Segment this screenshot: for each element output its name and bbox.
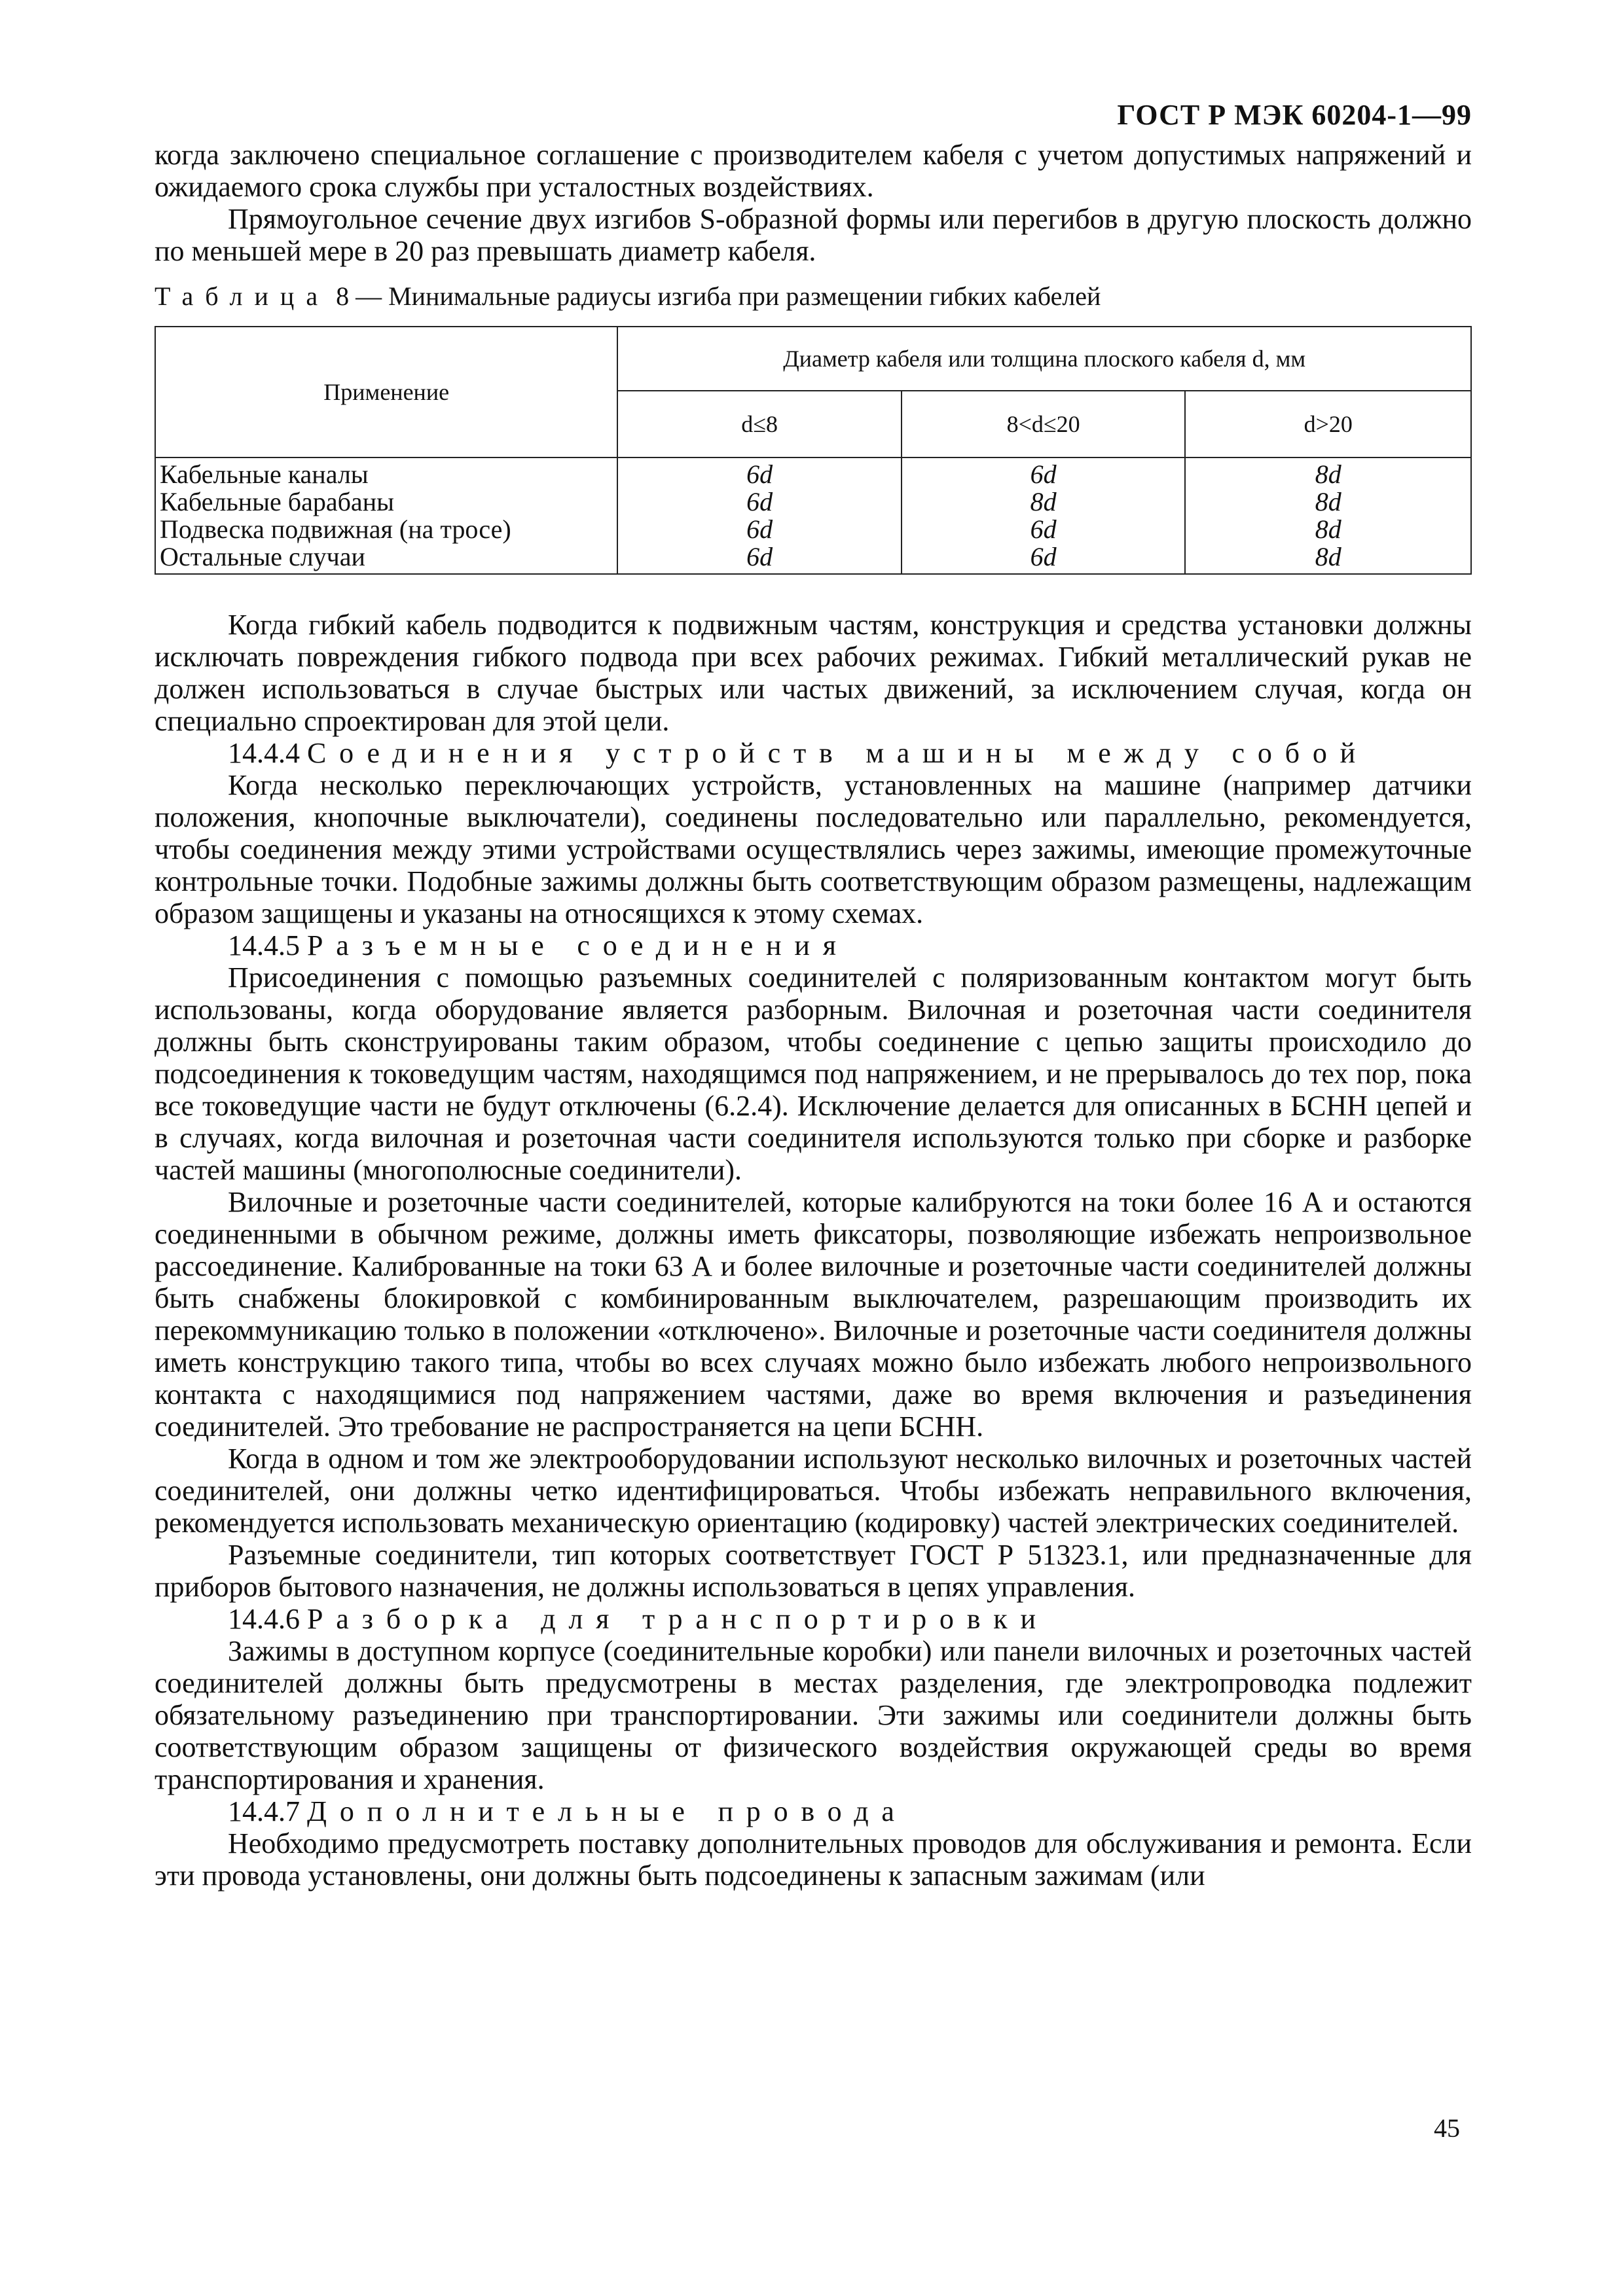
table-caption: [155, 281, 1472, 312]
section-title: Соединения устройств машины между собой: [307, 737, 1368, 769]
table-cell: Кабельные барабаны: [160, 487, 394, 516]
values-column-1: [617, 457, 902, 574]
section-number: 14.4.6: [228, 1603, 300, 1635]
table-cell: 6d: [1030, 542, 1057, 571]
section-title: Разъемные соединения: [307, 929, 849, 961]
table-cell: 8d: [1315, 514, 1341, 544]
values-column-3: [1185, 457, 1471, 574]
document-page: [155, 98, 1472, 1892]
table-cell: Остальные случаи: [160, 542, 365, 571]
section-number: 14.4.5: [228, 929, 300, 961]
section-title: Дополнительные провода: [307, 1795, 907, 1827]
paragraph: когда заключено специальное соглашение с производителем кабеля с учетом допустимых напряжений и ожидаемого срока службы при усталостных воздействиях.: [155, 139, 1472, 203]
paragraph: Вилочные и розеточные части соединителей, которые калибруются на токи более 16 А и остаются соединенными в обычном режиме, должны иметь фиксаторы, позволяющие избежать непроизвольное рассоединение. Калиброванные на токи 63 А и более вилочные и розеточные части соединителей должны быть снабжены блокировкой с комбинированным выключателем, разрешающим производить их перекоммуникацию только в положении «отключено». Вилочные и розеточные части соединителя должны иметь конструкцию такого типа, чтобы во всех случаях можно было избежать любого непроизвольного контакта с находящимися под напряжением частями, даже во время включения и разъединения соединителей. Это требование не распространяется на цепи БСНН.: [155, 1186, 1472, 1443]
paragraph: Когда гибкий кабель подводится к подвижным частям, конструкция и средства установки должны исключать повреждения гибкого подвода при всех рабочих режимах. Гибкий металлический рукав не должен использоваться в случае быстрых или частых движений, за исключением случая, когда он специально спроектирован для этой цели.: [155, 609, 1472, 737]
table-cell: Подвеска подвижная (на тросе): [160, 514, 511, 544]
section-heading-14-4-4: [155, 737, 1472, 769]
column-header-diameter: Диаметр кабеля или толщина плоского кабеля d, мм: [617, 327, 1471, 391]
column-header-application: Применение: [155, 327, 617, 457]
bend-radius-table: [155, 326, 1472, 575]
subheader-d-8-20: 8<d≤20: [902, 391, 1186, 457]
table-cell: 6d: [746, 487, 773, 516]
table-caption-text: 8 — Минимальные радиусы изгиба при размещении гибких кабелей: [329, 281, 1101, 311]
document-header: ГОСТ Р МЭК 60204-1—99: [1117, 99, 1472, 131]
paragraph: Присоединения с помощью разъемных соединителей с поляризованным контактом могут быть использованы, когда оборудование является разборным. Вилочная и розеточная части соединителя должны быть сконструированы таким образом, чтобы соединение с цепью защиты происходило до подсоединения к токоведущим частям, находящимся под напряжением, и не прерывалось до тех пор, пока все токоведущие части не будут отключены (6.2.4). Исключение делается для описанных в БСНН цепей и в случаях, когда вилочная и розеточная части соединителя используются только при сборке и разборке частей машины (многополюсные соединители).: [155, 961, 1472, 1186]
section-heading-14-4-7: [155, 1795, 1472, 1827]
table-cell: 6d: [746, 542, 773, 571]
subheader-d-le-8: d≤8: [617, 391, 902, 457]
section-heading-14-4-6: [155, 1603, 1472, 1635]
subheader-d-gt-20: d>20: [1185, 391, 1471, 457]
table-cell: 8d: [1030, 487, 1057, 516]
table-cell: 8d: [1315, 459, 1341, 489]
section-title: Разборка для транспортировки: [307, 1603, 1049, 1635]
section-number: 14.4.4: [228, 737, 300, 769]
table-cell: Кабельные каналы: [160, 459, 369, 489]
paragraph: Разъемные соединители, тип которых соответствует ГОСТ Р 51323.1, или предназначенные для приборов бытового назначения, не должны использоваться в цепях управления.: [155, 1539, 1472, 1603]
section-heading-14-4-5: [155, 929, 1472, 961]
table-cell: 6d: [746, 514, 773, 544]
values-column-2: [902, 457, 1186, 574]
table-cell: 6d: [1030, 459, 1057, 489]
table-cell: 8d: [1315, 542, 1341, 571]
paragraph: Когда несколько переключающих устройств, установленных на машине (например датчики положения, кнопочные выключатели), соединены последовательно или параллельно, рекомендуется, чтобы соединения между этими устройствами осуществлялись через зажимы, имеющие промежуточные контрольные точки. Подобные зажимы должны быть соответствующим образом размещены, надлежащим образом защищены и указаны на относящихся к этому схемах.: [155, 769, 1472, 929]
table-cell: 6d: [746, 459, 773, 489]
application-cell: [155, 457, 617, 574]
paragraph: Когда в одном и том же электрооборудовании используют несколько вилочных и розеточных частей соединителей, они должны четко идентифицироваться. Чтобы избежать неправильного включения, рекомендуется использовать механическую ориентацию (кодировку) частей электрических соединителей.: [155, 1443, 1472, 1539]
table-cell: 8d: [1315, 487, 1341, 516]
page-number: 45: [1434, 2113, 1460, 2143]
paragraph: Прямоугольное сечение двух изгибов S-образной формы или перегибов в другую плоскость должно по меньшей мере в 20 раз превышать диаметр кабеля.: [155, 203, 1472, 267]
paragraph: Необходимо предусмотреть поставку дополнительных проводов для обслуживания и ремонта. Если эти провода установлены, они должны быть подсоединены к запасным зажимам (или: [155, 1827, 1472, 1892]
paragraph: Зажимы в доступном корпусе (соединительные коробки) или панели вилочных и розеточных частей соединителей должны быть предусмотрены в местах разделения, где электропроводка подлежит обязательному разъединению при транспортировании. Эти зажимы или соединители должны быть соответствующим образом защищены от физического воздействия окружающей среды во время транспортирования и хранения.: [155, 1635, 1472, 1795]
table-cell: 6d: [1030, 514, 1057, 544]
section-number: 14.4.7: [228, 1795, 300, 1827]
table-caption-label: Таблица: [155, 281, 330, 311]
